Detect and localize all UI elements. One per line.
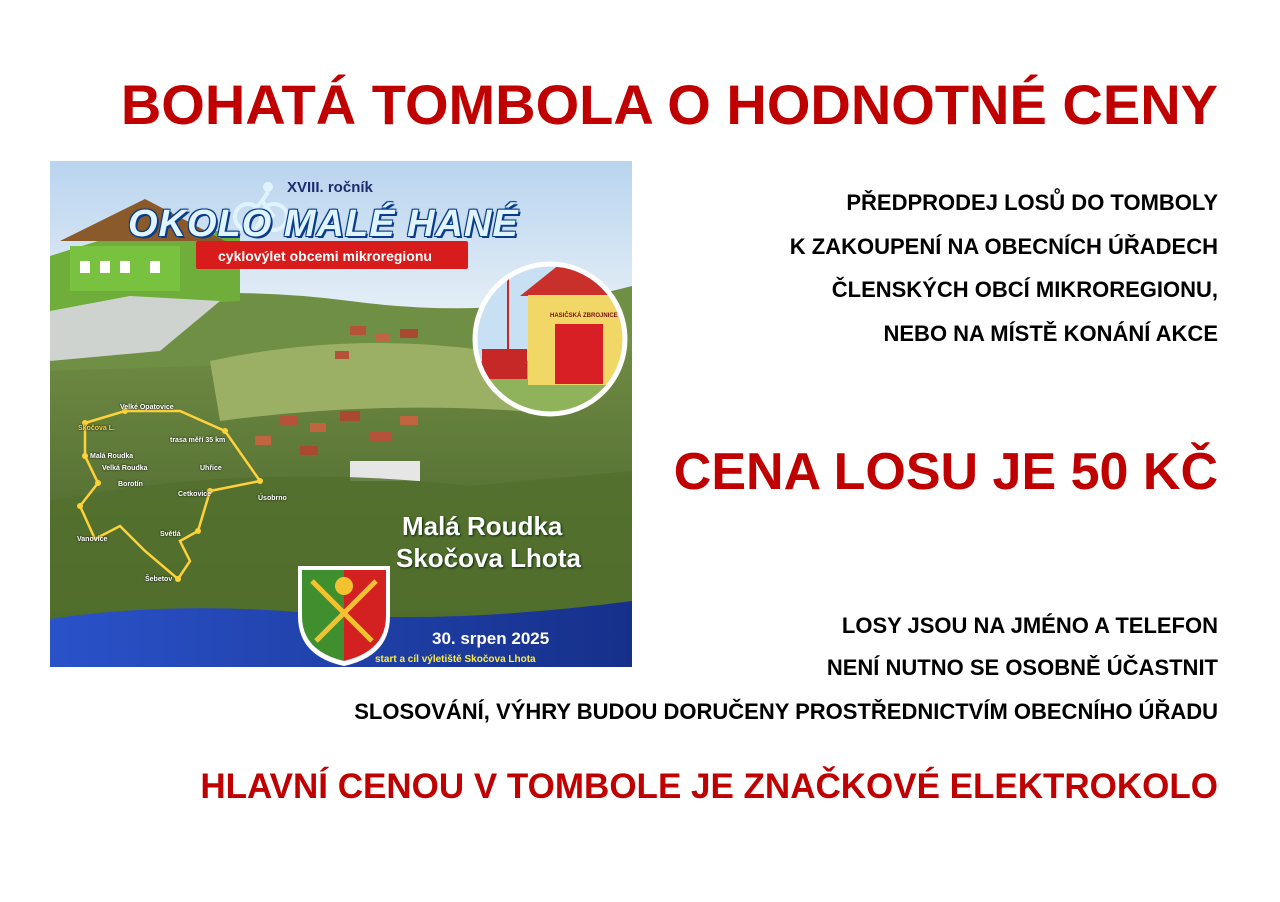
presale-line: ČLENSKÝCH OBCÍ MIKROREGIONU, — [831, 277, 1218, 302]
poster-edition: XVIII. ročník — [287, 179, 373, 196]
poster-start-finish: start a cíl výletiště Skočova Lhota — [375, 654, 536, 665]
poster-date: 30. srpen 2025 — [432, 629, 550, 648]
ticket-price: CENA LOSU JE 50 KČ — [673, 443, 1218, 501]
poster-subtitle: cyklovýlet obcemi mikroregionu — [218, 248, 432, 264]
ticket-info — [827, 605, 1218, 689]
presale-line: PŘEDPRODEJ LOSŮ DO TOMBOLY — [846, 190, 1218, 215]
map-label: Cetkovice — [178, 491, 212, 498]
map-label: Vanovice — [77, 536, 108, 543]
route-length-label: trasa měří 35 km — [170, 437, 226, 444]
map-label: Uhřice — [200, 465, 222, 472]
map-label: Borotín — [118, 481, 143, 488]
fire-station-sign: HASIČSKÁ ZBROJNICE — [550, 313, 618, 319]
map-label: Úsobrno — [258, 495, 287, 502]
ticket-info-line: NENÍ NUTNO SE OSOBNĚ ÚČASTNIT — [826, 655, 1218, 680]
main-prize: HLAVNÍ CENOU V TOMBOLE JE ZNAČKOVÉ ELEKTROKOLO — [200, 767, 1218, 806]
presale-info — [790, 181, 1218, 355]
presale-line: K ZAKOUPENÍ NA OBECNÍCH ÚŘADECH — [789, 233, 1218, 259]
poster-title: OKOLO MALÉ HANÉ — [128, 203, 519, 245]
map-label: Skočova L. — [78, 425, 115, 432]
map-label: Velká Roudka — [102, 465, 148, 472]
draw-note: SLOSOVÁNÍ, VÝHRY BUDOU DORUČENY PROSTŘEDNICTVÍM OBECNÍHO ÚŘADU — [354, 699, 1218, 724]
event-poster — [50, 161, 632, 667]
ticket-info-line: LOSY JSOU NA JMÉNO A TELEFON — [841, 613, 1218, 638]
poster-village-line2: Skočova Lhota — [396, 543, 581, 573]
map-label: Velké Opatovice — [120, 404, 174, 411]
presale-line: NEBO NA MÍSTĚ KONÁNÍ AKCE — [883, 320, 1218, 346]
map-label: Malá Roudka — [90, 453, 134, 460]
headline: BOHATÁ TOMBOLA O HODNOTNÉ CENY — [120, 73, 1218, 136]
map-label: Šebetov — [145, 576, 173, 583]
map-label: Světlá — [160, 531, 181, 538]
poster-village-line1: Malá Roudka — [402, 511, 563, 541]
